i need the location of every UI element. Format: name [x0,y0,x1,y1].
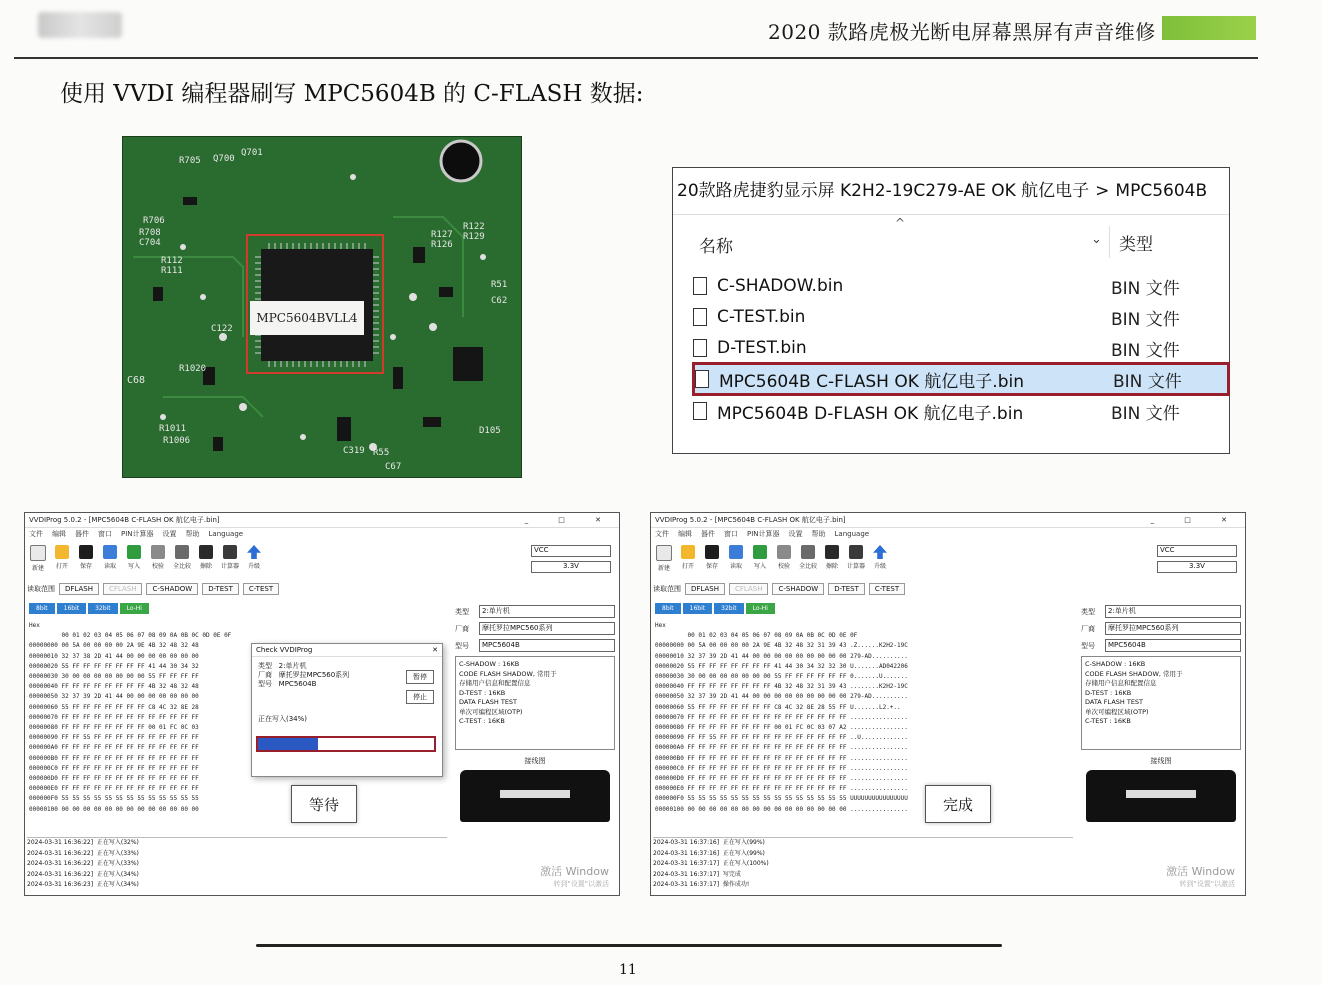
svg-text:C319: C319 [343,446,365,456]
chip-description: C-SHADOW : 16KB CODE FLASH SHADOW, 常用于 存储用户信息和配置信息 D-TEST : 16KB DATA FLASH TEST 单次可编程区域(OTP) C-TEST : 16KB [455,656,615,750]
svg-text:R705: R705 [179,156,201,166]
menu-bar [651,528,1245,540]
svg-text:R129: R129 [463,232,485,242]
bit32-button[interactable]: 32bit [714,603,743,614]
compare-icon [801,545,815,559]
chip-info-panel [1081,605,1241,835]
bit8-button[interactable]: 8bit [655,603,681,614]
sort-arrow-icon: ^ [895,216,906,230]
file-icon [693,277,707,295]
erase-icon [825,545,839,559]
read-range-tabs [653,583,905,595]
menu-item[interactable]: PIN计算器 [121,530,154,538]
compare-button[interactable]: 全比较 [173,545,191,579]
model-select[interactable]: MPC5604B [479,639,615,652]
chevron-down-icon[interactable]: ⌄ [1091,232,1102,247]
calculator-icon [849,545,863,559]
svg-text:R1011: R1011 [159,424,187,434]
menu-item[interactable]: Language [208,530,244,538]
header-accent-bar [1162,16,1256,40]
model-label: 型号 [1081,641,1095,650]
file-explorer [672,167,1230,454]
menu-item[interactable]: 帮助 [811,530,826,538]
column-header-type[interactable]: 类型 [1119,235,1153,255]
tab-d-test[interactable]: D-TEST [828,583,865,595]
menu-item[interactable]: 器件 [701,530,715,538]
tab-cflash[interactable]: CFLASH [729,583,768,595]
type-label: 类型 [1081,607,1095,616]
read-button[interactable]: 读取 [727,545,745,579]
save-icon [705,545,719,559]
window-title: VVDIProg 5.0.2 - [MPC5604B C-FLASH OK 航亿电子.bin] [29,516,220,524]
file-type: BIN 文件 [1111,309,1180,330]
file-row-selected[interactable] [695,365,1227,393]
maker-label: 厂商 [1081,624,1095,633]
write-button[interactable]: 写入 [751,545,769,579]
bit16-button[interactable]: 16bit [683,603,712,614]
bit-width-buttons [655,603,775,614]
file-row[interactable] [693,303,1225,331]
progress-fill [258,738,318,750]
wiring-label: 接线图 [1150,757,1172,765]
breadcrumb-separator-icon: > [1095,181,1110,201]
toolbar [655,545,889,579]
menu-item[interactable]: 编辑 [52,530,66,538]
file-type: BIN 文件 [1111,403,1180,424]
upgrade-arrow-icon [873,545,887,559]
compare-icon [175,545,189,559]
read-range-label: 读取范围 [653,585,681,593]
hex-view[interactable]: Hex 00 01 02 03 04 05 06 07 08 09 0A 0B 0C 0D 0E 0F 00000000 00 5A 00 00 00 00 2A 9E 4B 32 48 32 48 00000010 32 37 38 2D 41 44 00 00 00 00 00 00 00 00000020 55 FF FF FF FF FF FF FF 41 44 30 34 32 00000030 30 00 00 00 00 00 00 00 55 FF FF FF FF 00000040 FF FF FF FF FF FF FF FF 4B 32 48 32 48 00000050 32 37 39 2D 41 44 00 00 00 00 00 00 00 00000060 55 FF FF FF FF FF FF FF C8 4C 32 8E 28 00000070 FF FF FF FF FF FF FF FF FF FF FF FF FF 00000080 FF FF FF FF FF FF FF FF 00 01 FC 0C 03 00000090 FF FF 55 FF FF FF FF FF FF FF FF FF FF 000000A0 FF FF FF FF FF FF FF FF FF FF FF FF FF 000000B0 FF FF FF FF FF FF FF FF FF FF FF FF FF 000000C0 FF FF FF FF FF FF FF FF FF FF FF FF FF 000000D0 FF FF FF FF FF FF FF FF FF FF FF FF FF 000000E0 FF FF FF FF FF FF FF FF FF FF FF FF FF 000000F0 55 55 55 55 55 55 55 55 55 55 55 55 55 00000100 00 00 00 00 00 00 00 00 00 00 00 00 00 [29,622,232,813]
header-logo [38,12,122,38]
file-row[interactable] [693,334,1225,362]
explorer-breadcrumb[interactable] [677,176,1207,201]
save-button[interactable]: 保存 [703,545,721,579]
adapter-image [1086,770,1236,822]
svg-text:R127: R127 [431,230,453,240]
write-button[interactable]: 写入 [125,545,143,579]
file-name: D-TEST.bin [717,338,807,358]
upgrade-button[interactable]: 升级 [245,545,263,579]
menu-bar [25,528,619,540]
compare-button[interactable]: 全比较 [799,545,817,579]
breadcrumb-current[interactable]: MPC5604B [1115,181,1208,201]
progress-dialog [251,643,443,777]
tab-cflash[interactable]: CFLASH [103,583,142,595]
file-name: C-SHADOW.bin [717,276,844,296]
open-button[interactable]: 打开 [53,545,71,579]
model-label: 型号 [455,641,469,650]
operation-log: 2024-03-31 16:37:16] 正在写入(99%) 2024-03-31 16:37:16] 正在写入(99%) 2024-03-31 16:37:17] 正在写入(100%) 2024-03-31 16:37:17] 写完成 2024-03-31 16:37:17] 操作成功! [653,837,1073,894]
activation-watermark: 激活 Window [540,865,609,878]
file-type: BIN 文件 [1111,340,1180,361]
erase-icon [199,545,213,559]
maker-select[interactable]: 摩托罗拉MPC560系列 [479,622,615,635]
intro-text: 使用 VVDI 编程器刷写 MPC5604B 的 C-FLASH 数据: [60,81,644,107]
menu-item[interactable]: 窗口 [98,530,112,538]
folder-icon [55,545,69,559]
tab-dflash[interactable]: DFLASH [685,583,725,595]
svg-text:C67: C67 [385,462,402,472]
tab-d-test[interactable]: D-TEST [202,583,239,595]
chip-description: C-SHADOW : 16KB CODE FLASH SHADOW, 常用于 存储用户信息和配置信息 D-TEST : 16KB DATA FLASH TEST 单次可编程区域(OTP) C-TEST : 16KB [1081,656,1241,750]
file-row[interactable] [693,397,1225,425]
type-select[interactable]: 2:单片机 [1105,605,1241,618]
voltage-select[interactable]: 3.3V [1157,561,1237,573]
read-range-label: 读取范围 [27,585,55,593]
pcb-photo [122,136,522,478]
menu-item[interactable]: Language [834,530,870,538]
chip-read-icon [103,545,117,559]
svg-text:Q700: Q700 [213,154,235,164]
bit16-button[interactable]: 16bit [57,603,86,614]
calculator-button[interactable]: 计算器 [847,545,865,579]
svg-text:Q701: Q701 [241,148,263,158]
new-button[interactable]: 新建 [29,545,47,579]
toolbar [29,545,263,579]
svg-text:R126: R126 [431,240,453,250]
vcc-select[interactable]: VCC [531,545,611,557]
menu-item[interactable]: 器件 [75,530,89,538]
activation-watermark-sub: 转到"设置"以激活 [553,880,609,888]
calculator-icon [223,545,237,559]
upgrade-arrow-icon [247,545,261,559]
menu-item[interactable]: 编辑 [678,530,692,538]
window-controls[interactable]: _ □ ✕ [524,516,615,524]
svg-text:R55: R55 [373,448,390,458]
vvdiprog-window-complete [650,512,1246,896]
svg-text:R1020: R1020 [179,364,207,374]
dialog-status: 正在写入(34%) [258,715,308,723]
svg-text:R1006: R1006 [163,436,191,446]
file-icon [693,308,707,326]
dialog-chip-info: 类型 2:单片机 厂商 摩托罗拉MPC560系列 型号 MPC5604B [258,662,350,688]
svg-text:R112: R112 [161,256,183,266]
svg-text:R706: R706 [143,216,165,226]
lo-hi-button[interactable]: Lo-Hi [746,603,775,614]
menu-item[interactable]: 设置 [162,530,177,538]
file-icon [695,370,709,388]
bit-width-buttons [29,603,149,614]
header-title: 2020 款路虎极光断电屏幕黑屏有声音维修 [768,20,1156,44]
tab-c-test[interactable]: C-TEST [243,583,279,595]
vcc-select[interactable]: VCC [1157,545,1237,557]
svg-text:C62: C62 [491,296,508,306]
tab-c-shadow[interactable]: C-SHADOW [772,583,824,595]
file-name: MPC5604B D-FLASH OK 航亿电子.bin [717,403,1024,424]
column-header-name[interactable]: 名称 [699,237,733,257]
svg-text:R122: R122 [463,222,485,232]
window-titlebar [25,513,619,528]
new-button[interactable]: 新建 [655,545,673,579]
breadcrumb-folder[interactable]: 20款路虎捷豹显示屏 K2H2-19C279-AE OK 航亿电子 [677,181,1090,201]
tab-c-test[interactable]: C-TEST [869,583,905,595]
activation-watermark: 激活 Window [1166,865,1235,878]
bit8-button[interactable]: 8bit [29,603,55,614]
footer-rule [256,944,1002,947]
column-separator[interactable] [1109,226,1110,258]
verify-button[interactable]: 校验 [775,545,793,579]
window-titlebar [651,513,1245,528]
svg-text:R708: R708 [139,228,161,238]
status-callout: 完成 [925,785,991,823]
tab-dflash[interactable]: DFLASH [59,583,99,595]
chip-write-icon [753,545,767,559]
status-callout: 等待 [291,785,357,823]
file-name: C-TEST.bin [717,307,806,327]
save-icon [79,545,93,559]
verify-button[interactable]: 校验 [149,545,167,579]
chip-read-icon [729,545,743,559]
new-icon [656,545,672,561]
tab-c-shadow[interactable]: C-SHADOW [146,583,198,595]
page-number: 11 [619,962,637,978]
chip-label: MPC5604BVLL4 [250,301,364,335]
svg-text:C122: C122 [211,324,233,334]
read-range-tabs [27,583,279,595]
file-icon [693,339,707,357]
operation-log: 2024-03-31 16:36:22] 正在写入(32%) 2024-03-31 16:36:22] 正在写入(33%) 2024-03-31 16:36:22] 正在写入(33%) 2024-03-31 16:36:22] 正在写入(34%) 2024-03-31 16:36:23] 正在写入(34%) [27,837,447,894]
chip-info-panel [455,605,615,835]
erase-button[interactable]: 擦除 [823,545,841,579]
new-icon [30,545,46,561]
window-title: VVDIProg 5.0.2 - [MPC5604B C-FLASH OK 航亿电子.bin] [655,516,846,524]
activation-watermark-sub: 转到"设置"以激活 [1179,880,1235,888]
header-rule [14,57,1258,59]
maker-select[interactable]: 摩托罗拉MPC560系列 [1105,622,1241,635]
verify-icon [777,545,791,559]
menu-item[interactable]: PIN计算器 [747,530,780,538]
svg-text:R111: R111 [161,266,183,276]
hex-view[interactable]: Hex 00 01 02 03 04 05 06 07 08 09 0A 0B 0C 0D 0E 0F 00000000 00 5A 00 00 00 00 2A 9E 4B 32 48 32 31 39 43 .Z......K2H2-19C 00000010 32 37 39 2D 41 44 00 00 00 00 00 00 00 00 00 279-AD.......... 00000020 55 FF FF FF FF FF FF FF 41 44 30 34 32 32 30 U.......AD042206 00000030 30 00 00 00 00 00 00 00 55 FF FF FF FF FF FF 0.......U....... 00000040 FF FF FF FF FF FF FF FF 4B 32 48 32 31 39 43 ........K2H2-19C 00000050 32 37 39 2D 41 44 00 00 00 00 00 00 00 00 00 279-AD.......... 00000060 55 FF FF FF FF FF FF FF C8 4C 32 8E 28 55 FF U.......L2.+.. 00000070 FF FF FF FF FF FF FF FF FF FF FF FF FF FF FF ................ 00000080 FF FF FF FF FF FF FF FF 00 01 FC 0C 03 07 A2 ................ 00000090 FF FF 55 FF FF FF FF FF FF FF FF FF FF FF FF ..U............. 000000A0 FF FF FF FF FF FF FF FF FF FF FF FF FF FF FF ................ 000000B0 FF FF FF FF FF FF FF FF FF FF FF FF FF FF FF ................ 000000C0 FF FF FF FF FF FF FF FF FF FF FF FF FF FF FF ................ 000000D0 FF FF FF FF FF FF FF FF FF FF FF FF FF FF FF ................ 000000E0 FF FF FF FF FF FF FF FF FF FF FF FF FF FF FF ................ 000000F0 55 55 55 55 55 55 55 55 55 55 55 55 55 55 55 UUUUUUUUUUUUUUUU 00000100 00 00 00 00 00 00 00 00 00 00 00 00 00 00 00 ................ [655,622,908,813]
svg-text:D105: D105 [479,426,501,436]
file-type: BIN 文件 [1113,371,1182,392]
voltage-select[interactable]: 3.3V [531,561,611,573]
chip-write-icon [127,545,141,559]
vvdiprog-window-writing [24,512,620,896]
save-button[interactable]: 保存 [77,545,95,579]
adapter-image [460,770,610,822]
file-name: MPC5604B C-FLASH OK 航亿电子.bin [719,371,1024,392]
model-select[interactable]: MPC5604B [1105,639,1241,652]
open-button[interactable]: 打开 [679,545,697,579]
svg-text:R51: R51 [491,280,508,290]
window-controls[interactable]: _ □ ✕ [1150,516,1241,524]
menu-item[interactable]: 帮助 [185,530,200,538]
menu-item[interactable]: 设置 [788,530,803,538]
file-type: BIN 文件 [1111,278,1180,299]
bit32-button[interactable]: 32bit [88,603,117,614]
type-select[interactable]: 2:单片机 [479,605,615,618]
menu-item[interactable]: 窗口 [724,530,738,538]
stop-button[interactable]: 停止 [406,690,434,704]
erase-button[interactable]: 擦除 [197,545,215,579]
read-button[interactable]: 读取 [101,545,119,579]
maker-label: 厂商 [455,624,469,633]
svg-text:C68: C68 [127,375,146,386]
calculator-button[interactable]: 计算器 [221,545,239,579]
lo-hi-button[interactable]: Lo-Hi [120,603,149,614]
menu-item[interactable]: 文件 [655,530,669,538]
wiring-label: 接线图 [524,757,546,765]
file-icon [693,402,707,420]
type-label: 类型 [455,607,469,616]
close-icon[interactable]: ✕ [432,646,438,654]
svg-text:C704: C704 [139,238,161,248]
menu-item[interactable]: 文件 [29,530,43,538]
dialog-title: Check VVDIProg ✕ [252,644,442,657]
file-row[interactable] [693,272,1225,300]
progress-bar [256,736,436,752]
pause-button[interactable]: 暂停 [406,670,434,684]
folder-icon [681,545,695,559]
explorer-divider [673,214,1229,215]
upgrade-button[interactable]: 升级 [871,545,889,579]
verify-icon [151,545,165,559]
